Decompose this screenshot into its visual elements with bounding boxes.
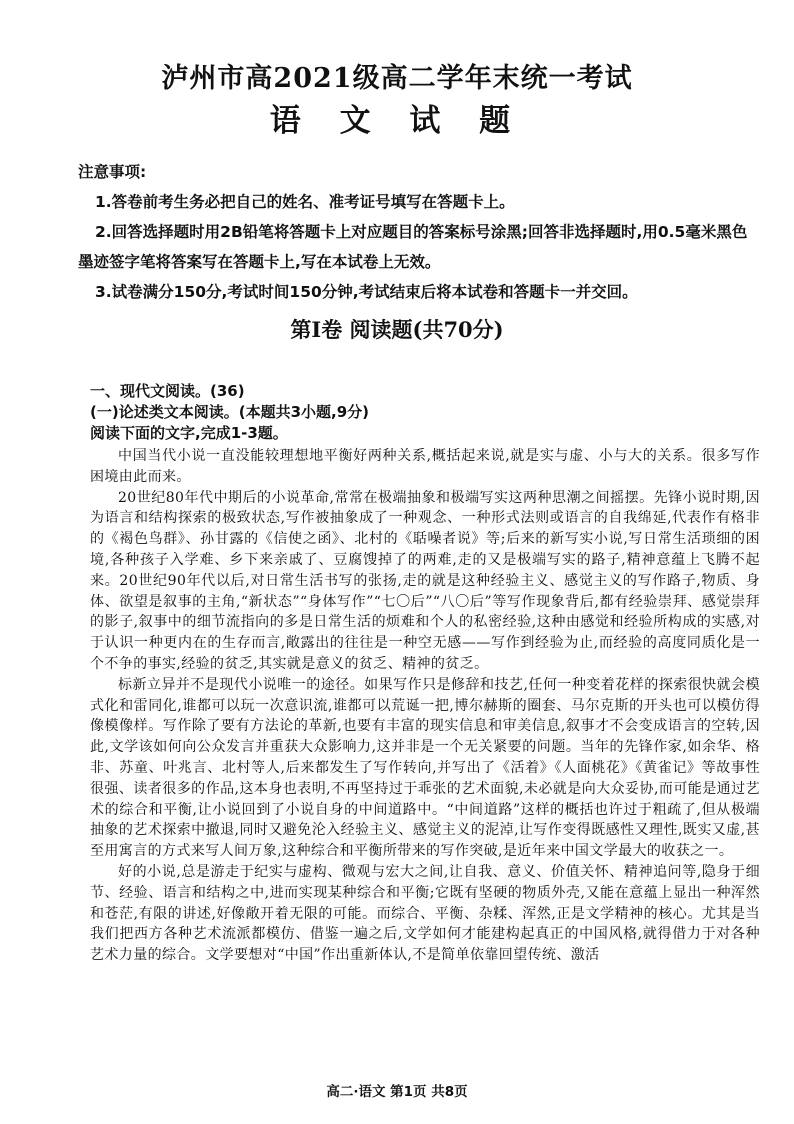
- notice-item-3: 3.试卷满分150分,考试时间150分钟,考试结束后将本试卷和答题卡一并交回。: [95, 283, 638, 301]
- article-body: [90, 446, 760, 966]
- part-heading: 一、现代文阅读。(36): [90, 382, 245, 400]
- part-subheading: (一)论述类文本阅读。(本题共3小题,9分): [90, 403, 369, 421]
- exam-title: 泸州市高2021级高二学年末统一考试: [161, 63, 633, 94]
- page-footer: 高二·语文 第1页 共8页: [326, 1084, 468, 1100]
- notice-heading: 注意事项:: [78, 163, 147, 181]
- article-paragraph-1: 中国当代小说一直没能较理想地平衡好两种关系,概括起来说,就是实与虚、小与大的关系。很多写作困境由此而来。: [90, 448, 760, 485]
- notice-item-2: 2.回答选择题时用2B铅笔将答题卡上对应题目的答案标号涂黑;回答非选择题时,用0.5毫米黑色墨迹签字笔将答案写在答题卡上,写在本试卷上无效。: [78, 223, 748, 271]
- part-instruction: 阅读下面的文字,完成1-3题。: [90, 424, 288, 442]
- part-heading-block: [90, 381, 770, 444]
- article-paragraph-2: 20世纪80年代中期后的小说革命,常常在极端抽象和极端写实这两种思潮之间摇摆。先锋小说时期,因为语言和结构探索的极致状态,写作被抽象成了一种观念、一种形式法则或语言的自我绵延,代表作有格非的《褐色鸟群》、孙甘露的《信使之函》、北村的《聒噪者说》等;后来的新写实小说,写日常生活琐细的困境,各种孩子入学难、乡下来亲戚了、豆腐馊掉了的两难,走的又是极端写实的路子,精神意蕴上飞腾不起来。20世纪90年代以后,对日常生活书写的张扬,走的就是这种经验主义、感觉主义的写作路子,物质、身体、欲望是叙事的主角,“新状态”“身体写作”“七〇后”“八〇后”等写作现象背后,都有经验崇拜、感觉崇拜的影子,叙事中的细节流指向的多是日常生活的烦难和个人的私密经验,这种由感觉和经验所构成的实感,对于认识一种更内在的生存而言,敞露出的往往是一种空无感——写作到经验为止,而经验的高度同质化是一个不争的事实,经验的贫乏,其实就是意义的贫乏、精神的贫乏。: [90, 489, 760, 672]
- notice-block: [78, 157, 760, 307]
- section-title: 第Ⅰ卷 阅读题(共70分): [290, 317, 504, 342]
- subject-title: 语 文 试 题: [269, 103, 525, 139]
- notice-item-1: 1.答卷前考生务必把自己的姓名、准考证号填写在答题卡上。: [95, 193, 515, 211]
- article-paragraph-3: 标新立异并不是现代小说唯一的途径。如果写作只是修辞和技艺,任何一种变着花样的探索很快就会模式化和雷同化,谁都可以玩一次意识流,谁都可以荒诞一把,博尔赫斯的圈套、马尔克斯的开头也可以模仿得像模像样。写作除了要有方法论的革新,也要有丰富的现实信息和审美信息,叙事才不会变成语言的空转,因此,文学该如何向公众发言并重获大众影响力,这并非是一个无关紧要的问题。当年的先锋作家,如余华、格非、苏童、叶兆言、北村等人,后来都发生了写作转向,并写出了《活着》《人面桃花》《黄雀记》等故事性很强、读者很多的作品,这本身也表明,不再坚持过于乖张的艺术面貌,未必就是向大众妥协,而可能是通过艺术的综合和平衡,让小说回到了小说自身的中间道路中。“中间道路”这样的概括也许过于粗疏了,但从极端抽象的艺术探索中撤退,同时又避免沦入经验主义、感觉主义的泥淖,让写作变得既感性又理性,既实又虚,甚至用寓言的方式来写人间万象,这种综合和平衡所带来的写作突破,是近年来中国文学最大的收获之一。: [90, 676, 760, 860]
- article-paragraph-4: 好的小说,总是游走于纪实与虚构、微观与宏大之间,让自我、意义、价值关怀、精神追问等,隐身于细节、经验、语言和结构之中,进而实现某种综合和平衡;它既有坚硬的物质外壳,又能在意蕴上显出一种浑然和苍茫,有限的讲述,好像敞开着无限的可能。而综合、平衡、杂糅、浑然,正是文学精神的核心。尤其是当我们把西方各种艺术流派都模仿、借鉴一遍之后,文学如何才能建构起真正的中国风格,就得借力于对各种艺术力量的综合。文学要想对“中国”作出重新体认,不是简单依靠回望传统、激活: [90, 863, 760, 964]
